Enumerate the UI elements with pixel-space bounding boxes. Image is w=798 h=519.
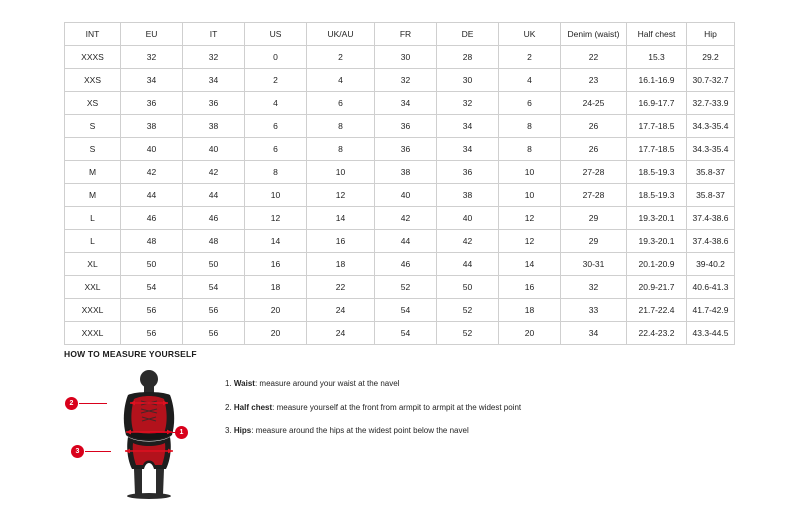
cell-half-chest: 18.5-19.3 <box>627 184 687 207</box>
cell-fr: 30 <box>375 46 437 69</box>
cell-hip: 34.3-35.4 <box>687 138 735 161</box>
cell-uk-au: 14 <box>307 207 375 230</box>
column-header-half-chest: Half chest <box>627 23 687 46</box>
cell-de: 28 <box>437 46 499 69</box>
cell-uk: 12 <box>499 207 561 230</box>
cell-uk: 16 <box>499 276 561 299</box>
measurement-figure <box>69 369 207 499</box>
cell-uk-au: 4 <box>307 69 375 92</box>
how-to-measure-body <box>64 369 764 499</box>
cell-fr: 36 <box>375 138 437 161</box>
cell-hip: 35.8-37 <box>687 184 735 207</box>
cell-hip: 37.4-38.6 <box>687 230 735 253</box>
how-to-measure-title: HOW TO MEASURE YOURSELF <box>64 349 197 359</box>
cell-fr: 40 <box>375 184 437 207</box>
cell-hip: 37.4-38.6 <box>687 207 735 230</box>
cell-fr: 34 <box>375 92 437 115</box>
cell-uk: 4 <box>499 69 561 92</box>
cell-uk: 8 <box>499 138 561 161</box>
measurement-step-3 <box>225 426 521 436</box>
figure-badge-1: 1 <box>175 426 188 439</box>
cell-denim-waist: 27-28 <box>561 184 627 207</box>
cell-int: M <box>65 184 121 207</box>
figure-badge-3: 3 <box>71 445 84 458</box>
cell-int: XXS <box>65 69 121 92</box>
cell-fr: 44 <box>375 230 437 253</box>
cell-it: 56 <box>183 299 245 322</box>
table-row <box>65 69 735 92</box>
cell-it: 54 <box>183 276 245 299</box>
cell-us: 6 <box>245 138 307 161</box>
cell-uk: 2 <box>499 46 561 69</box>
cell-fr: 52 <box>375 276 437 299</box>
cell-uk: 6 <box>499 92 561 115</box>
cell-de: 30 <box>437 69 499 92</box>
cell-int: XXXL <box>65 322 121 345</box>
cell-half-chest: 16.9-17.7 <box>627 92 687 115</box>
cell-it: 50 <box>183 253 245 276</box>
leader-line-2 <box>79 403 107 404</box>
cell-uk-au: 6 <box>307 92 375 115</box>
cell-fr: 32 <box>375 69 437 92</box>
measurement-steps <box>225 369 521 450</box>
cell-de: 38 <box>437 184 499 207</box>
cell-de: 36 <box>437 161 499 184</box>
cell-int: S <box>65 115 121 138</box>
cell-hip: 34.3-35.4 <box>687 115 735 138</box>
cell-int: XXXL <box>65 299 121 322</box>
cell-eu: 38 <box>121 115 183 138</box>
cell-denim-waist: 26 <box>561 138 627 161</box>
cell-eu: 54 <box>121 276 183 299</box>
leader-line-1 <box>150 432 177 433</box>
cell-uk-au: 22 <box>307 276 375 299</box>
cell-denim-waist: 33 <box>561 299 627 322</box>
column-header-hip: Hip <box>687 23 735 46</box>
table-row <box>65 322 735 345</box>
cell-it: 32 <box>183 46 245 69</box>
mannequin-illustration <box>92 369 207 499</box>
cell-uk-au: 18 <box>307 253 375 276</box>
cell-hip: 40.6-41.3 <box>687 276 735 299</box>
table-row <box>65 138 735 161</box>
table-row <box>65 184 735 207</box>
measurement-step-2 <box>225 403 521 413</box>
cell-fr: 36 <box>375 115 437 138</box>
cell-eu: 42 <box>121 161 183 184</box>
cell-fr: 42 <box>375 207 437 230</box>
table-row <box>65 253 735 276</box>
cell-us: 14 <box>245 230 307 253</box>
step-1-term: Waist <box>233 379 255 388</box>
cell-denim-waist: 24-25 <box>561 92 627 115</box>
cell-uk-au: 8 <box>307 138 375 161</box>
cell-uk-au: 16 <box>307 230 375 253</box>
cell-denim-waist: 22 <box>561 46 627 69</box>
cell-uk-au: 8 <box>307 115 375 138</box>
table-row <box>65 207 735 230</box>
column-header-de: DE <box>437 23 499 46</box>
size-chart-table <box>64 22 735 345</box>
cell-us: 2 <box>245 69 307 92</box>
cell-hip: 43.3-44.5 <box>687 322 735 345</box>
cell-fr: 54 <box>375 299 437 322</box>
cell-fr: 46 <box>375 253 437 276</box>
cell-de: 34 <box>437 138 499 161</box>
column-header-int: INT <box>65 23 121 46</box>
cell-us: 18 <box>245 276 307 299</box>
step-3-term: Hips <box>233 426 252 436</box>
cell-denim-waist: 34 <box>561 322 627 345</box>
step-3-text: : measure around the hips at the widest point below the navel <box>251 426 469 436</box>
cell-denim-waist: 23 <box>561 69 627 92</box>
cell-half-chest: 21.7-22.4 <box>627 299 687 322</box>
table-row <box>65 299 735 322</box>
cell-half-chest: 15.3 <box>627 46 687 69</box>
cell-de: 40 <box>437 207 499 230</box>
cell-it: 56 <box>183 322 245 345</box>
table-row <box>65 161 735 184</box>
cell-denim-waist: 29 <box>561 230 627 253</box>
table-row <box>65 92 735 115</box>
cell-uk-au: 2 <box>307 46 375 69</box>
leader-line-3 <box>85 451 111 452</box>
cell-int: M <box>65 161 121 184</box>
cell-us: 20 <box>245 299 307 322</box>
column-header-us: US <box>245 23 307 46</box>
cell-half-chest: 19.3-20.1 <box>627 230 687 253</box>
cell-half-chest: 20.9-21.7 <box>627 276 687 299</box>
cell-denim-waist: 27-28 <box>561 161 627 184</box>
cell-int: XL <box>65 253 121 276</box>
step-1-text: : measure around your waist at the navel <box>254 379 400 388</box>
cell-it: 34 <box>183 69 245 92</box>
cell-de: 42 <box>437 230 499 253</box>
cell-us: 12 <box>245 207 307 230</box>
cell-uk: 14 <box>499 253 561 276</box>
table-header-row <box>65 23 735 46</box>
column-header-it: IT <box>183 23 245 46</box>
cell-denim-waist: 26 <box>561 115 627 138</box>
cell-half-chest: 20.1-20.9 <box>627 253 687 276</box>
cell-us: 20 <box>245 322 307 345</box>
cell-us: 4 <box>245 92 307 115</box>
figure-badge-2: 2 <box>65 397 78 410</box>
cell-uk-au: 10 <box>307 161 375 184</box>
column-header-uk-au: UK/AU <box>307 23 375 46</box>
table-row <box>65 115 735 138</box>
column-header-fr: FR <box>375 23 437 46</box>
cell-eu: 34 <box>121 69 183 92</box>
cell-int: L <box>65 207 121 230</box>
cell-it: 40 <box>183 138 245 161</box>
cell-it: 48 <box>183 230 245 253</box>
cell-half-chest: 16.1-16.9 <box>627 69 687 92</box>
table-row <box>65 230 735 253</box>
cell-uk: 18 <box>499 299 561 322</box>
cell-eu: 56 <box>121 322 183 345</box>
cell-de: 32 <box>437 92 499 115</box>
column-header-denim-waist: Denim (waist) <box>561 23 627 46</box>
step-2-term: Half chest <box>233 402 273 412</box>
cell-eu: 32 <box>121 46 183 69</box>
cell-eu: 36 <box>121 92 183 115</box>
cell-hip: 29.2 <box>687 46 735 69</box>
cell-hip: 39-40.2 <box>687 253 735 276</box>
cell-eu: 46 <box>121 207 183 230</box>
cell-int: S <box>65 138 121 161</box>
cell-de: 50 <box>437 276 499 299</box>
step-2-text: : measure yourself at the front from armpit to armpit at the widest point <box>272 402 522 412</box>
cell-us: 6 <box>245 115 307 138</box>
cell-de: 52 <box>437 322 499 345</box>
cell-uk: 8 <box>499 115 561 138</box>
cell-int: XXXS <box>65 46 121 69</box>
cell-eu: 40 <box>121 138 183 161</box>
cell-half-chest: 17.7-18.5 <box>627 138 687 161</box>
cell-us: 10 <box>245 184 307 207</box>
step-3-number: 3. <box>225 426 232 436</box>
measurement-step-1 <box>225 379 521 389</box>
cell-hip: 41.7-42.9 <box>687 299 735 322</box>
cell-us: 16 <box>245 253 307 276</box>
cell-it: 42 <box>183 161 245 184</box>
cell-fr: 38 <box>375 161 437 184</box>
cell-de: 52 <box>437 299 499 322</box>
cell-hip: 35.8-37 <box>687 161 735 184</box>
cell-uk-au: 24 <box>307 322 375 345</box>
size-chart-table-container <box>64 22 734 345</box>
cell-uk: 10 <box>499 161 561 184</box>
cell-half-chest: 18.5-19.3 <box>627 161 687 184</box>
cell-uk: 12 <box>499 230 561 253</box>
column-header-uk: UK <box>499 23 561 46</box>
cell-it: 38 <box>183 115 245 138</box>
cell-uk-au: 12 <box>307 184 375 207</box>
cell-uk-au: 24 <box>307 299 375 322</box>
cell-half-chest: 22.4-23.2 <box>627 322 687 345</box>
how-to-measure-section <box>64 349 764 499</box>
cell-hip: 32.7-33.9 <box>687 92 735 115</box>
cell-fr: 54 <box>375 322 437 345</box>
cell-denim-waist: 29 <box>561 207 627 230</box>
table-row <box>65 276 735 299</box>
cell-eu: 50 <box>121 253 183 276</box>
cell-it: 46 <box>183 207 245 230</box>
cell-us: 8 <box>245 161 307 184</box>
cell-int: L <box>65 230 121 253</box>
cell-int: XS <box>65 92 121 115</box>
column-header-eu: EU <box>121 23 183 46</box>
cell-uk: 20 <box>499 322 561 345</box>
cell-eu: 48 <box>121 230 183 253</box>
cell-us: 0 <box>245 46 307 69</box>
cell-it: 36 <box>183 92 245 115</box>
cell-eu: 44 <box>121 184 183 207</box>
cell-eu: 56 <box>121 299 183 322</box>
step-2-number: 2. <box>225 402 232 412</box>
cell-uk: 10 <box>499 184 561 207</box>
step-1-number: 1. <box>225 379 232 388</box>
cell-it: 44 <box>183 184 245 207</box>
cell-half-chest: 17.7-18.5 <box>627 115 687 138</box>
cell-denim-waist: 32 <box>561 276 627 299</box>
cell-denim-waist: 30-31 <box>561 253 627 276</box>
cell-de: 44 <box>437 253 499 276</box>
cell-de: 34 <box>437 115 499 138</box>
cell-half-chest: 19.3-20.1 <box>627 207 687 230</box>
cell-int: XXL <box>65 276 121 299</box>
table-row <box>65 46 735 69</box>
cell-hip: 30.7-32.7 <box>687 69 735 92</box>
